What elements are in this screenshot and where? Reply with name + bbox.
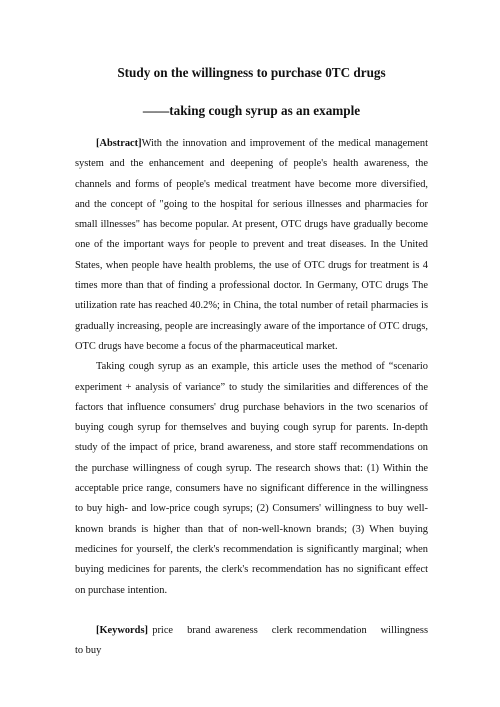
abstract-paragraph-2 [75, 357, 428, 601]
abstract-paragraph-1 [75, 134, 428, 357]
keyword-item: clerk recommendation [271, 624, 367, 636]
abstract-text-1: With the innovation and improvement of the medical management system and the enhancement and deepening of people's health awareness, the channels and forms of people's medical treatment have become more diversified, and the concept of "going to the hospital for serious illnesses and pharmacies for small illnesses" has become popular. At present, OTC drugs have gradually become one of the important ways for people to prevent and treat diseases. In the United States, when people have health problems, the use of OTC drugs for treatment is 4 times more than that of finding a professional doctor. In Germany, OTC drugs The utilization rate has reached 40.2%; in China, the total number of retail pharmacies is gradually increasing, people are increasingly aware of the importance of OTC drugs, OTC drugs have become a focus of the pharmaceutical market. [75, 138, 428, 352]
keyword-item: brand awareness [187, 624, 258, 636]
abstract-text-2: Taking cough syrup as an example, this article uses the method of “scenario experiment + analysis of variance” to study the similarities and differences of the factors that influence consumers' drug purchase behaviors in the two scenarios of buying cough syrup for themselves and buying cough syrup for parents. In-depth study of the impact of price, brand awareness, and store staff recommendations on the purchase willingness of cough syrup. The research shows that: (1) Within the acceptable price range, consumers have no significant difference in the willingness to buy high- and low-price cough syrups; (2) Consumers' willingness to buy well-known brands is higher than that of non-well-known brands; (3) When buying medicines for yourself, the clerk's recommendation is significantly marginal; when buying medicines for parents, the clerk's recommendation has no significant effect on purchase intention. [75, 361, 428, 596]
paper-subtitle: ——taking cough syrup as an example [142, 103, 361, 118]
paper-title: Study on the willingness to purchase 0TC drugs [117, 65, 386, 80]
keywords-line [75, 621, 428, 662]
keywords-label: [Keywords] [96, 624, 148, 636]
keyword-item: price [152, 624, 174, 636]
keyword-item: willingness to buy [75, 624, 429, 657]
abstract-label: [Abstract] [96, 138, 142, 149]
